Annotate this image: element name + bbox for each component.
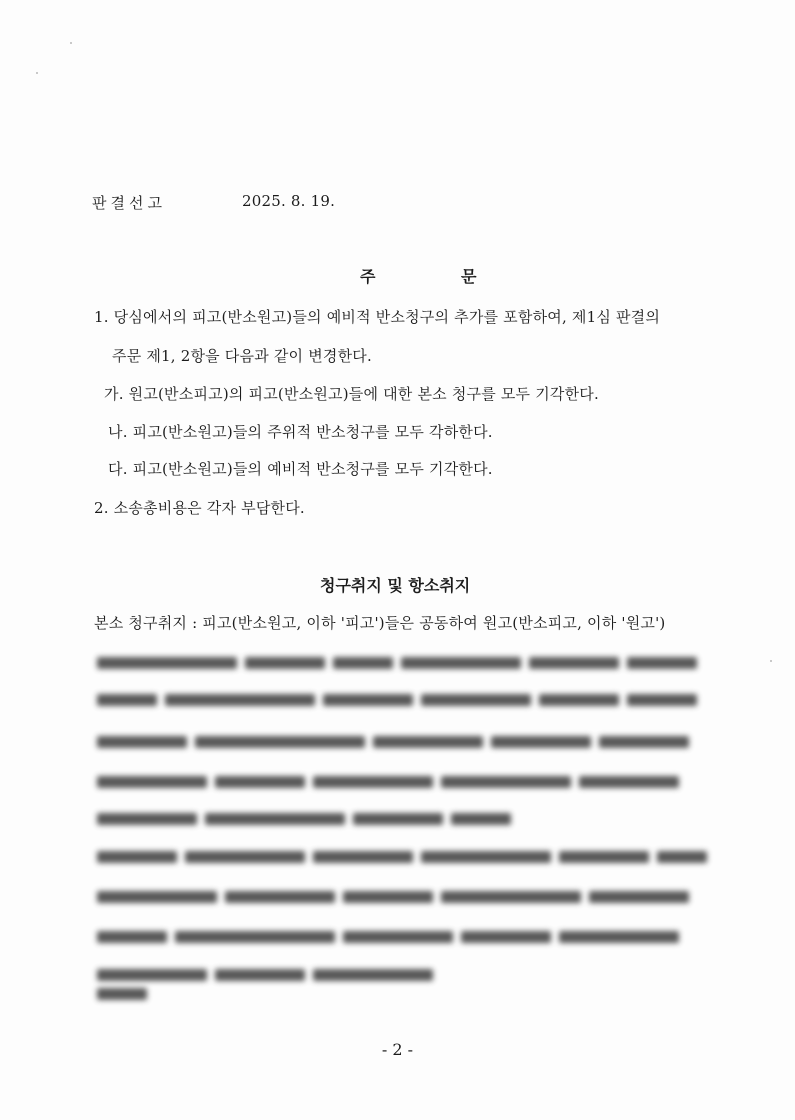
verdict-date-line [92,192,336,213]
order-line-1-continued: 주문 제1, 2항을 다음과 같이 변경한다. [112,347,372,365]
redacted-line [97,689,717,705]
verdict-label: 판결선고 [92,194,166,212]
redacted-line [97,771,717,787]
redacted-line [97,652,717,668]
verdict-date: 2025. 8. 19. [242,192,336,210]
order-line-2: 2. 소송총비용은 각자 부담한다. [94,499,305,517]
claims-first-line: 본소 청구취지 : 피고(반소원고, 이하 '피고')들은 공동하여 원고(반소피고, 이하 '원고') [94,614,666,632]
page-number: - 2 - [381,1040,414,1059]
order-item-da: 다. 피고(반소원고)들의 예비적 반소청구를 모두 기각한다. [108,460,493,478]
redacted-line [97,808,717,824]
order-item-ga: 가. 원고(반소피고)의 피고(반소원고)들에 대한 본소 청구를 모두 기각한다. [104,385,599,403]
order-line-1: 1. 당심에서의 피고(반소원고)들의 예비적 반소청구의 추가를 포함하여, 제1심 판결의 [94,308,661,326]
scan-speck [70,42,72,44]
claims-title: 청구취지 및 항소취지 [320,576,471,595]
redacted-line [97,731,717,747]
order-item-na: 나. 피고(반소원고)들의 주위적 반소청구를 모두 각하한다. [108,423,493,441]
redacted-line [97,846,717,862]
scan-speck [770,660,772,662]
redacted-line [97,886,717,902]
order-title: 주 문 [360,267,517,286]
redacted-line [97,964,497,980]
scan-speck [36,72,38,74]
redacted-line [97,926,717,942]
